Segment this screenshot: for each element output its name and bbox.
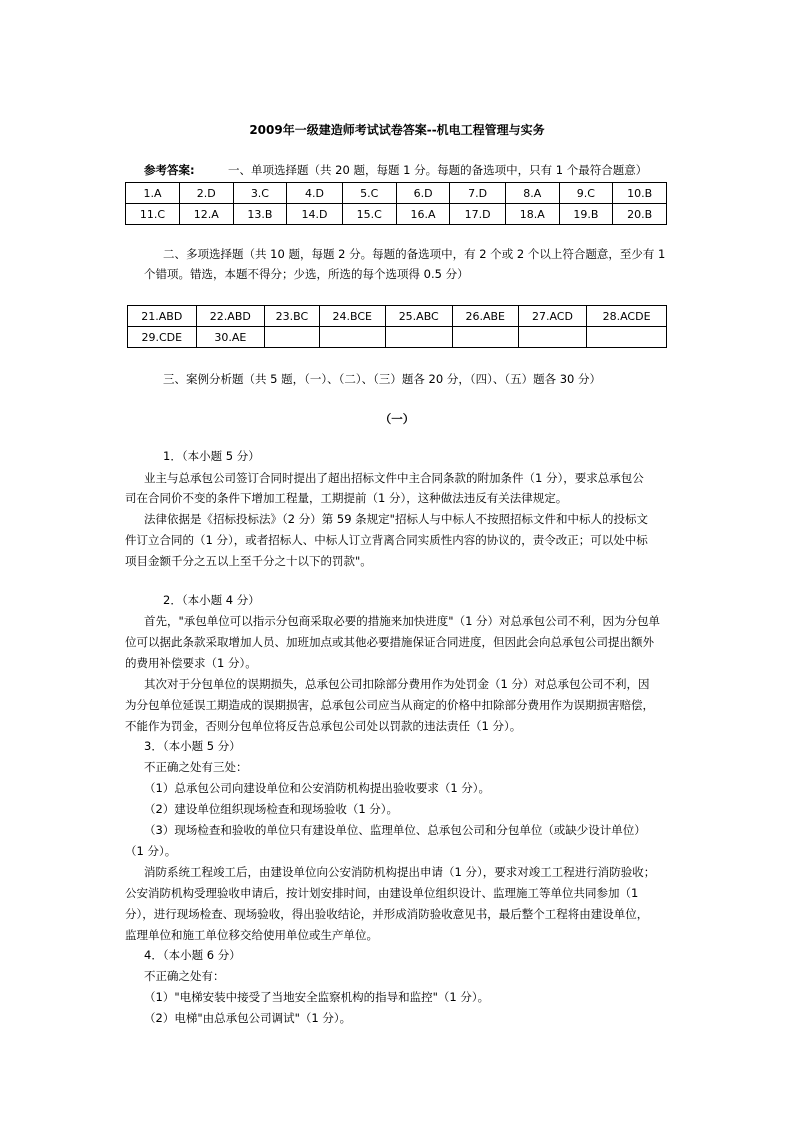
- table-cell: 30.AE: [196, 327, 265, 348]
- table-cell: 15.C: [342, 204, 396, 225]
- table-cell: 18.A: [505, 204, 559, 225]
- table-cell: 19.B: [559, 204, 613, 225]
- multi-choice-answer-table: [127, 305, 667, 348]
- list-item: （2）电梯"由总承包公司调试"（1 分）。: [144, 1011, 352, 1025]
- paragraph-line: 位可以据此条款采取增加人员、加班加点或其他必要措施保证合同进度，但因此会向总承包公司提出额外: [125, 635, 654, 649]
- paragraph-line: 业主与总承包公司签订合同时提出了超出招标文件中主合同条款的附加条件（1 分），要求总承包公: [144, 471, 644, 485]
- table-cell: [265, 327, 320, 348]
- table-row: [126, 204, 667, 225]
- table-cell: 11.C: [126, 204, 180, 225]
- table-cell: 10.B: [613, 183, 667, 204]
- paragraph-line: 首先，"承包单位可以指示分包商采取必要的措施来加快进度"（1 分）对总承包公司不利，因为分包单: [144, 614, 661, 628]
- list-item: （2）建设单位组织现场检查和现场验收（1 分）。: [144, 802, 399, 816]
- table-cell: 28.ACDE: [587, 306, 667, 327]
- question4-heading: 4．（本小题 6 分）: [144, 948, 241, 962]
- list-item: （1）总承包公司向建设单位和公安消防机构提出验收要求（1 分）。: [144, 781, 491, 795]
- table-cell: [319, 327, 385, 348]
- question1-heading: 1．（本小题 5 分）: [163, 449, 260, 463]
- paragraph-line: 消防系统工程竣工后，由建设单位向公安消防机构提出申请（1 分），要求对竣工工程进行消防验收；: [144, 865, 656, 879]
- case1-heading: （一）: [379, 412, 415, 426]
- question3-heading: 3．（本小题 5 分）: [144, 739, 241, 753]
- document-title: 2009年一级建造师考试试卷答案--机电工程管理与实务: [249, 123, 545, 137]
- question2-heading: 2．（本小题 4 分）: [163, 593, 260, 607]
- paragraph-line: 件订立合同的（1 分），或者招标人、中标人订立背离合同实质性内容的协议的，责令改正；可以处中标: [125, 533, 648, 547]
- paragraph-line: 法律依据是《招标投标法》（2 分）第 59 条规定"招标人与中标人不按照招标文件和中标人的投标文: [144, 512, 648, 526]
- single-choice-answer-table: [125, 182, 667, 225]
- table-cell: 23.BC: [265, 306, 320, 327]
- paragraph-line: 的费用补偿要求（1 分）。: [125, 656, 257, 670]
- table-cell: 6.D: [396, 183, 450, 204]
- table-cell: 22.ABD: [196, 306, 265, 327]
- section3-heading: 三、案例分析题（共 5 题，（一）、（二）、（三）题各 20 分，（四）、（五）题各 30 分）: [163, 372, 602, 386]
- reference-answer-label: 参考答案:: [144, 163, 195, 177]
- table-cell: 3.C: [233, 183, 287, 204]
- table-cell: 16.A: [396, 204, 450, 225]
- paragraph-line: 司在合同价不变的条件下增加工程量，工期提前（1 分），这种做法违反有关法律规定。: [125, 491, 568, 505]
- paragraph-line: 不正确之处有三处：: [144, 760, 248, 774]
- list-item: （1）"电梯安装中接受了当地安全监察机构的指导和监控"（1 分）。: [144, 990, 490, 1004]
- table-cell: 8.A: [505, 183, 559, 204]
- table-row: [128, 306, 667, 327]
- paragraph-line: 不正确之处有：: [144, 969, 225, 983]
- paragraph-line: 分），进行现场检查、现场验收，得出验收结论，并形成消防验收意见书，最后整个工程将由建设单位，: [125, 907, 649, 921]
- table-cell: [587, 327, 667, 348]
- table-cell: 9.C: [559, 183, 613, 204]
- table-cell: [452, 327, 518, 348]
- table-cell: [385, 327, 452, 348]
- table-cell: 20.B: [613, 204, 667, 225]
- table-cell: 7.D: [450, 183, 506, 204]
- table-cell: 17.D: [450, 204, 506, 225]
- table-row: [128, 327, 667, 348]
- table-cell: [518, 327, 586, 348]
- table-cell: 29.CDE: [128, 327, 197, 348]
- paragraph-line: 项目金额千分之五以上至千分之十以下的罚款"。: [125, 554, 372, 568]
- table-cell: 1.A: [126, 183, 180, 204]
- table-cell: 4.D: [287, 183, 343, 204]
- list-item: （3）现场检查和验收的单位只有建设单位、监理单位、总承包公司和分包单位（或缺少设计单位）: [144, 823, 646, 837]
- section1-heading: 一、单项选择题（共 20 题，每题 1 分。每题的备选项中，只有 1 个最符合题意）: [228, 163, 648, 177]
- table-cell: 2.D: [179, 183, 233, 204]
- table-cell: 27.ACD: [518, 306, 586, 327]
- section2-heading-line1: 二、多项选择题（共 10 题，每题 2 分。每题的备选项中，有 2 个或 2 个以上符合题意，至少有 1: [163, 247, 666, 261]
- table-cell: 5.C: [342, 183, 396, 204]
- paragraph-line: 其次对于分包单位的误期损失，总承包公司扣除部分费用作为处罚金（1 分）对总承包公司不利，因: [144, 677, 650, 691]
- table-cell: 14.D: [287, 204, 343, 225]
- table-cell: 25.ABC: [385, 306, 452, 327]
- table-cell: 13.B: [233, 204, 287, 225]
- table-cell: 21.ABD: [128, 306, 197, 327]
- table-cell: 26.ABE: [452, 306, 518, 327]
- paragraph-line: 为分包单位延误工期造成的误期损害，总承包公司应当从商定的价格中扣除部分费用作为误期损害赔偿，: [125, 698, 654, 712]
- paragraph-line: 不能作为罚金，否则分包单位将反告总承包公司处以罚款的违法责任（1 分）。: [125, 719, 522, 733]
- paragraph-line: 公安消防机构受理验收申请后，按计划安排时间，由建设单位组织设计、监理施工等单位共同参加（1: [125, 886, 639, 900]
- table-row: [126, 183, 667, 204]
- table-cell: 24.BCE: [319, 306, 385, 327]
- paragraph-line: 监理单位和施工单位移交给使用单位或生产单位。: [125, 928, 378, 942]
- section2-heading-line2: 个错项。错选，本题不得分；少选，所选的每个选项得 0.5 分）: [144, 267, 469, 281]
- table-cell: 12.A: [179, 204, 233, 225]
- list-item: （1 分）。: [125, 844, 177, 858]
